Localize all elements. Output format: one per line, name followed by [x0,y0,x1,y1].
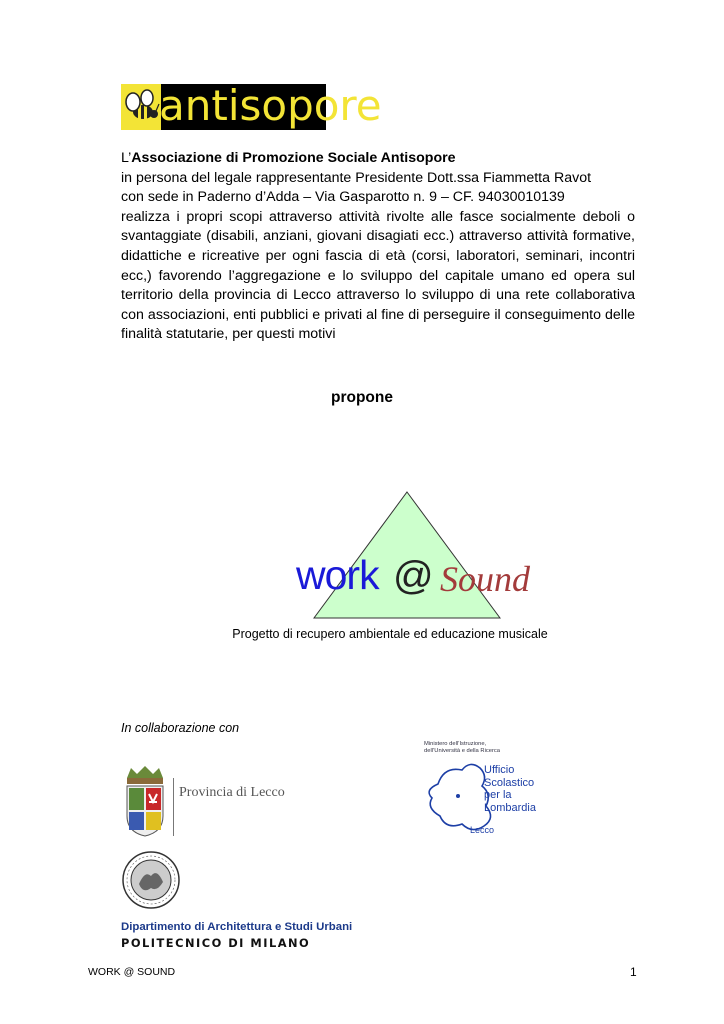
logo-work: work [296,552,379,598]
politecnico-seal-icon [121,850,181,910]
ufficio-city: Lecco [470,825,495,835]
ufficio-line-2: Scolastico [484,776,535,789]
provincia-divider [173,778,174,836]
provincia-name: Provincia di Lecco [179,785,285,800]
antisopore-logo [121,81,382,130]
ministry-line-2: dell’Università e della Ricerca [424,748,501,754]
intro-line-1 [121,149,635,169]
ufficio-name [484,764,536,814]
org-name: Associazione di Promozione Sociale Antisopore [131,150,456,166]
propone-heading: propone [331,389,393,406]
intro-paragraph: realizza i propri scopi attraverso attività rivolte alle fasce socialmente deboli o svantaggiate (disabili, anziani, giovani disagiati ecc.) attraverso attività formative, didattiche e ricreative per ogni fascia di età (corsi, laboratori, seminari, incontri ecc,) favorendo l’aggregazione e lo sviluppo del capitale umano ed opera sul territorio della provincia di Lecco attraverso lo sviluppo di una rete collaborativa con associazioni, enti pubblici e privati al fine di perseguire il conseguimento delle finalità statutarie, per questi motivi [121,208,635,343]
intro-text [121,149,635,345]
politecnico-name: POLITECNICO DI MILANO [121,936,311,950]
logo-sound: Sound [440,559,530,599]
intro-line-3: con sede in Paderno d’Adda – Via Gasparotto n. 9 – CF. 94030010139 [121,189,565,206]
logo-at: @ [393,554,434,598]
provincia-crest-icon [121,764,169,838]
page-number: 1 [630,965,637,979]
collab-label: In collaborazione con [121,721,240,735]
ufficio-line-3: per la [484,789,512,802]
ministry-line-1: Ministero dell’Istruzione, [424,741,487,747]
intro-prefix: L’ [121,150,132,166]
ufficio-line-4: Lombardia [484,801,536,814]
ministry-label [424,741,564,755]
bee-icon [121,84,161,130]
logo-wordmark: antisopore [159,81,382,130]
footer-title: WORK @ SOUND [88,966,176,978]
ufficio-line-1: Ufficio [484,764,515,776]
intro-line-2: in persona del legale rappresentante Presidente Dott.ssa Fiammetta Ravot [121,169,592,186]
department-name: Dipartimento di Architettura e Studi Urbani [121,921,353,933]
project-subtitle: Progetto di recupero ambientale ed educazione musicale [232,627,548,641]
